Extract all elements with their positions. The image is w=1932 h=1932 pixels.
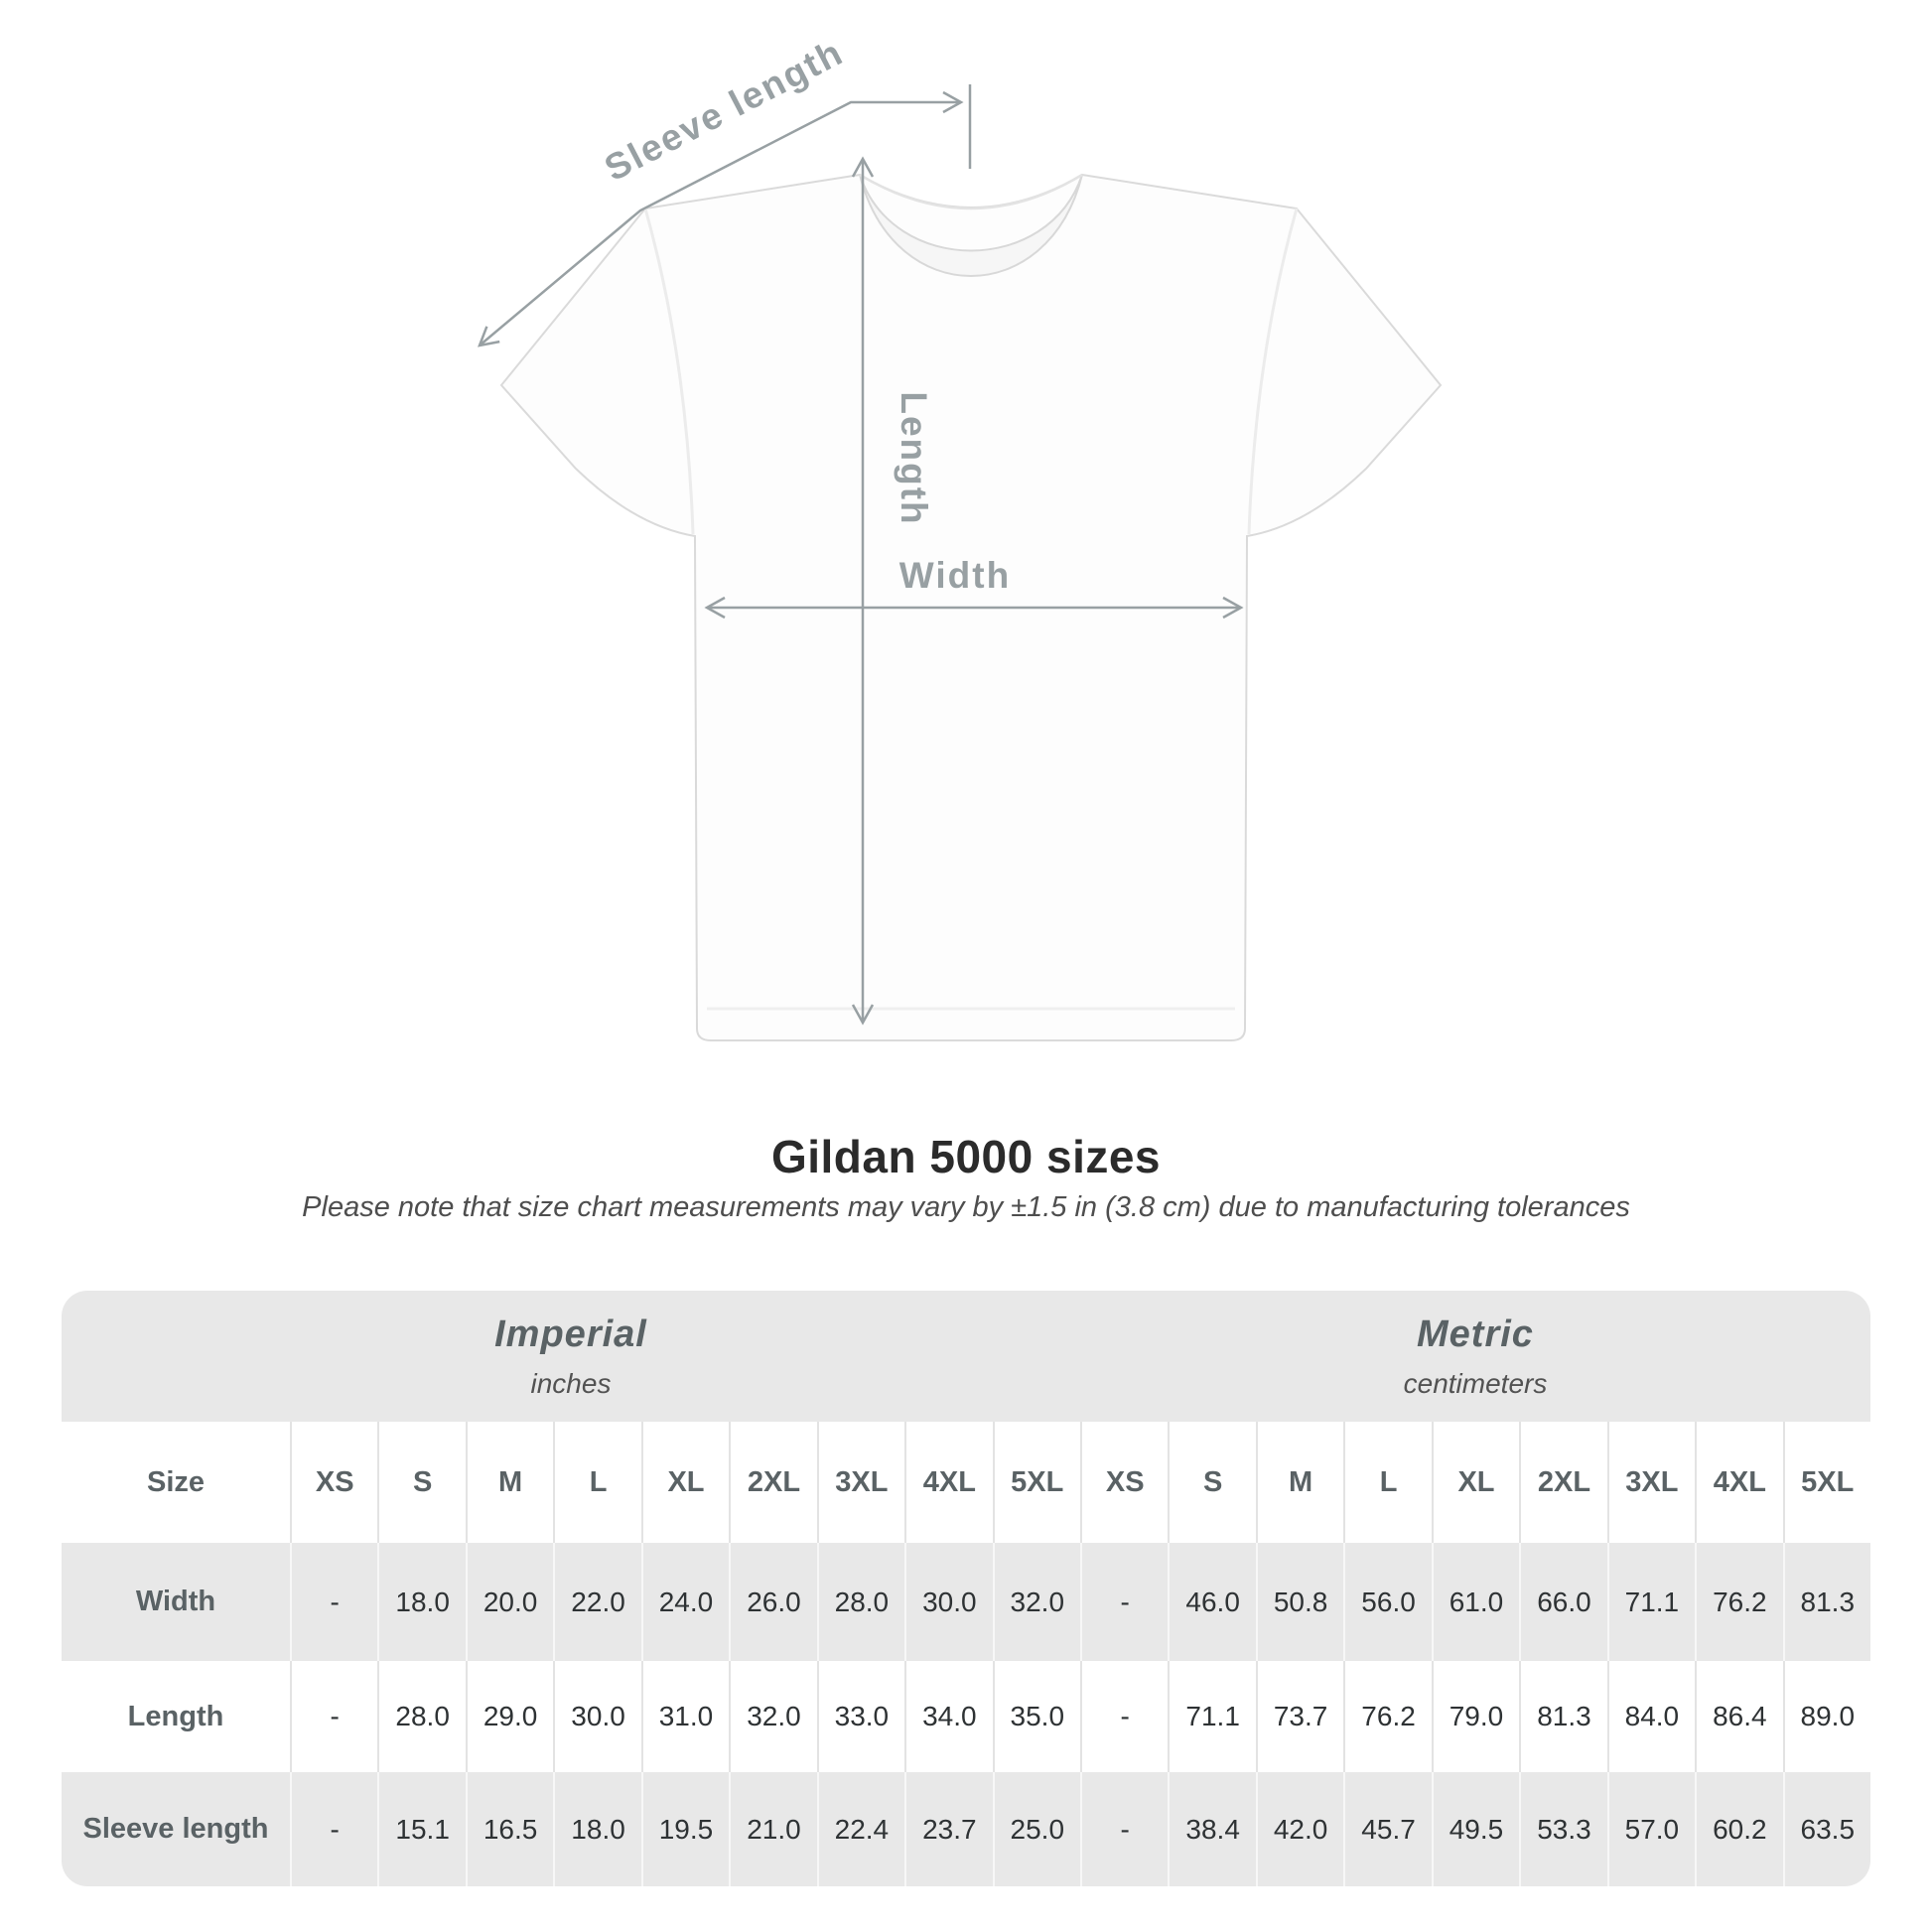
table-cell: 71.1 [1607, 1543, 1695, 1661]
imperial-title: Imperial [494, 1312, 647, 1355]
table-cell: 81.3 [1519, 1661, 1606, 1772]
table-cell: 19.5 [641, 1772, 729, 1886]
size-header-imperial-8: 5XL [993, 1422, 1080, 1543]
table-cell: 66.0 [1519, 1543, 1606, 1661]
imperial-subtitle: inches [530, 1367, 612, 1399]
table-cell: 86.4 [1695, 1661, 1782, 1772]
size-header-metric-1: S [1168, 1422, 1255, 1543]
table-cell: 20.0 [466, 1543, 553, 1661]
table-cell: 46.0 [1168, 1543, 1255, 1661]
size-header-imperial-2: M [466, 1422, 553, 1543]
table-cell: 22.0 [553, 1543, 640, 1661]
table-cell: 30.0 [904, 1543, 992, 1661]
size-header-metric-3: L [1343, 1422, 1431, 1543]
table-cell: - [290, 1772, 377, 1886]
size-table [62, 1291, 1870, 1886]
table-cell: 29.0 [466, 1661, 553, 1772]
table-cell: 53.3 [1519, 1772, 1606, 1886]
size-header-imperial-7: 4XL [904, 1422, 992, 1543]
unit-group-imperial [62, 1291, 1080, 1422]
table-cell: 42.0 [1256, 1772, 1343, 1886]
table-cell: 16.5 [466, 1772, 553, 1886]
table-cell: 15.1 [377, 1772, 465, 1886]
row-label: Length [62, 1661, 290, 1772]
size-header-metric-5: 2XL [1519, 1422, 1606, 1543]
length-label: Length [894, 391, 934, 526]
table-cell: 76.2 [1343, 1661, 1431, 1772]
table-cell: 25.0 [993, 1772, 1080, 1886]
size-header-imperial-0: XS [290, 1422, 377, 1543]
table-cell: 56.0 [1343, 1543, 1431, 1661]
table-cell: 18.0 [553, 1772, 640, 1886]
table-cell: 57.0 [1607, 1772, 1695, 1886]
size-header-imperial-4: XL [641, 1422, 729, 1543]
table-cell: 31.0 [641, 1661, 729, 1772]
table-cell: 76.2 [1695, 1543, 1782, 1661]
table-cell: - [1080, 1661, 1168, 1772]
table-cell: - [1080, 1543, 1168, 1661]
size-header-imperial-3: L [553, 1422, 640, 1543]
table-cell: 22.4 [817, 1772, 904, 1886]
table-cell: 21.0 [729, 1772, 816, 1886]
table-cell: 73.7 [1256, 1661, 1343, 1772]
table-cell: 60.2 [1695, 1772, 1782, 1886]
table-cell: 89.0 [1783, 1661, 1870, 1772]
table-cell: 84.0 [1607, 1661, 1695, 1772]
unit-group-metric [1080, 1291, 1870, 1422]
table-cell: 49.5 [1432, 1772, 1519, 1886]
width-label: Width [898, 555, 1012, 596]
table-cell: 30.0 [553, 1661, 640, 1772]
table-cell: 24.0 [641, 1543, 729, 1661]
metric-title: Metric [1417, 1312, 1534, 1355]
size-header-metric-0: XS [1080, 1422, 1168, 1543]
table-cell: 23.7 [904, 1772, 992, 1886]
table-cell: 18.0 [377, 1543, 465, 1661]
size-header-imperial-6: 3XL [817, 1422, 904, 1543]
size-header-metric-4: XL [1432, 1422, 1519, 1543]
size-header-imperial-5: 2XL [729, 1422, 816, 1543]
size-row-label: Size [62, 1422, 290, 1543]
size-header-imperial-1: S [377, 1422, 465, 1543]
size-header-metric-7: 4XL [1695, 1422, 1782, 1543]
table-cell: 26.0 [729, 1543, 816, 1661]
table-cell: 35.0 [993, 1661, 1080, 1772]
row-label: Width [62, 1543, 290, 1661]
row-label: Sleeve length [62, 1772, 290, 1886]
size-header-metric-2: M [1256, 1422, 1343, 1543]
table-cell: 38.4 [1168, 1772, 1255, 1886]
table-cell: 33.0 [817, 1661, 904, 1772]
metric-subtitle: centimeters [1403, 1367, 1548, 1399]
table-cell: 81.3 [1783, 1543, 1870, 1661]
table-cell: 71.1 [1168, 1661, 1255, 1772]
table-cell: 79.0 [1432, 1661, 1519, 1772]
size-header-metric-6: 3XL [1607, 1422, 1695, 1543]
size-header-metric-8: 5XL [1783, 1422, 1870, 1543]
table-cell: - [290, 1543, 377, 1661]
table-cell: 63.5 [1783, 1772, 1870, 1886]
table-cell: 45.7 [1343, 1772, 1431, 1886]
table-cell: 50.8 [1256, 1543, 1343, 1661]
table-cell: 61.0 [1432, 1543, 1519, 1661]
table-cell: 28.0 [817, 1543, 904, 1661]
table-cell: 32.0 [993, 1543, 1080, 1661]
table-cell: - [1080, 1772, 1168, 1886]
tolerance-note: Please note that size chart measurements may vary by ±1.5 in (3.8 cm) due to manufacturing tolerances [302, 1191, 1630, 1223]
page-title: Gildan 5000 sizes [770, 1131, 1162, 1182]
table-cell: - [290, 1661, 377, 1772]
sleeve-length-label: Sleeve length [598, 31, 851, 190]
table-cell: 32.0 [729, 1661, 816, 1772]
table-cell: 28.0 [377, 1661, 465, 1772]
table-cell: 34.0 [904, 1661, 992, 1772]
